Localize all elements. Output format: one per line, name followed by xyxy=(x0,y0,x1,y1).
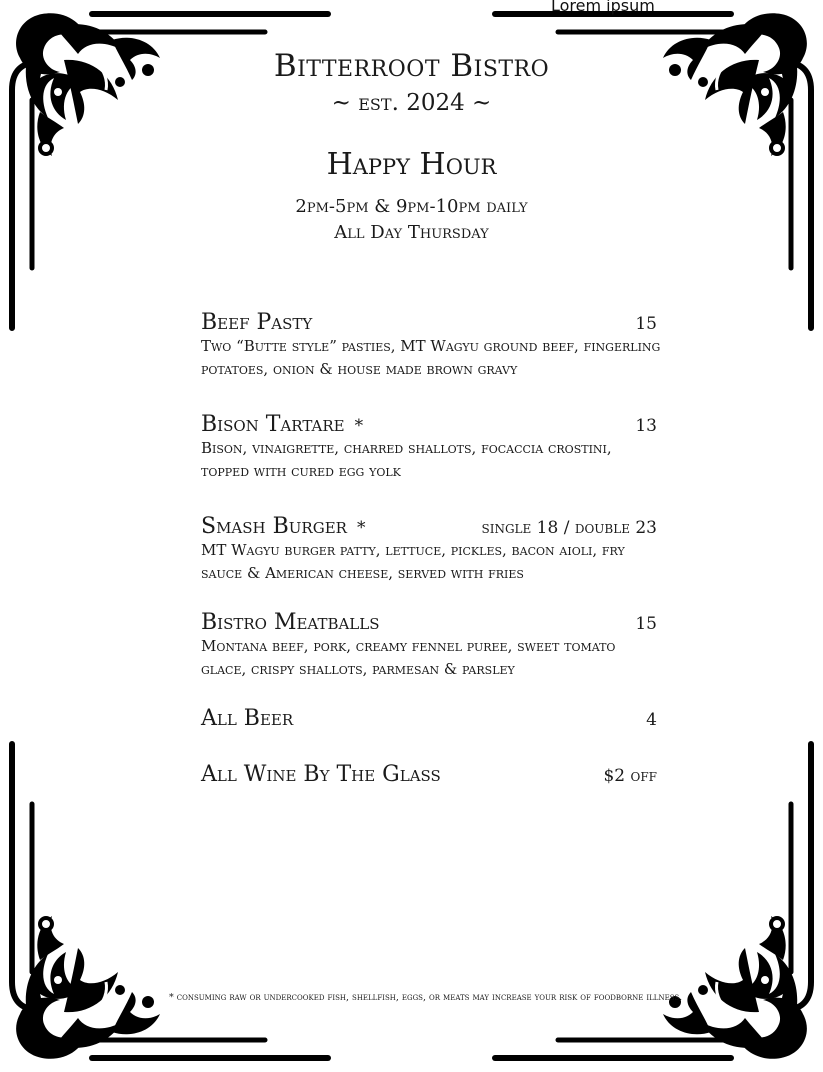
menu-title: Happy Hour xyxy=(326,147,497,182)
raw-warning-star: * xyxy=(356,518,366,538)
item-name: Smash Burger * xyxy=(201,514,366,539)
item-price: single 18 / double 23 xyxy=(481,518,657,538)
item-name: Bistro Meatballs xyxy=(201,610,380,635)
item-price: 4 xyxy=(646,710,657,730)
item-description: Montana beef, pork, creamy fennel puree, sweet tomato glace, crispy shallots, parmesan & parsley xyxy=(201,637,616,678)
raw-food-disclaimer: * consuming raw or undercooked fish, shellfish, eggs, or meats may increase your risk of foodborne illness. xyxy=(169,992,683,1003)
hours-line: 2pm-5pm & 9pm-10pm daily xyxy=(295,196,528,217)
item-name: Bison Tartare * xyxy=(201,412,364,437)
item-price: 15 xyxy=(635,614,657,634)
item-price: 13 xyxy=(635,416,657,436)
overlay-text: Lorem ipsum xyxy=(551,0,655,15)
item-price: 15 xyxy=(635,314,657,334)
raw-warning-star: * xyxy=(354,416,364,436)
item-name: All Beer xyxy=(201,706,294,731)
item-description: Bison, vinaigrette, charred shallots, focaccia crostini, topped with cured egg yolk xyxy=(201,439,612,480)
item-name: Beef Pasty xyxy=(201,310,313,335)
item-price: $2 off xyxy=(603,766,657,786)
thursday-line: All Day Thursday xyxy=(334,222,489,243)
item-description: Two “Butte style” pasties, MT Wagyu ground beef, fingerling potatoes, onion & house made brown gravy xyxy=(201,337,661,378)
established-line: ~ est. 2024 ~ xyxy=(331,90,492,116)
item-description: MT Wagyu burger patty, lettuce, pickles, bacon aioli, fry sauce & American cheese, served with fries xyxy=(201,541,625,582)
item-name: All Wine By The Glass xyxy=(201,762,441,787)
restaurant-name: Bitterroot Bistro xyxy=(273,48,550,84)
